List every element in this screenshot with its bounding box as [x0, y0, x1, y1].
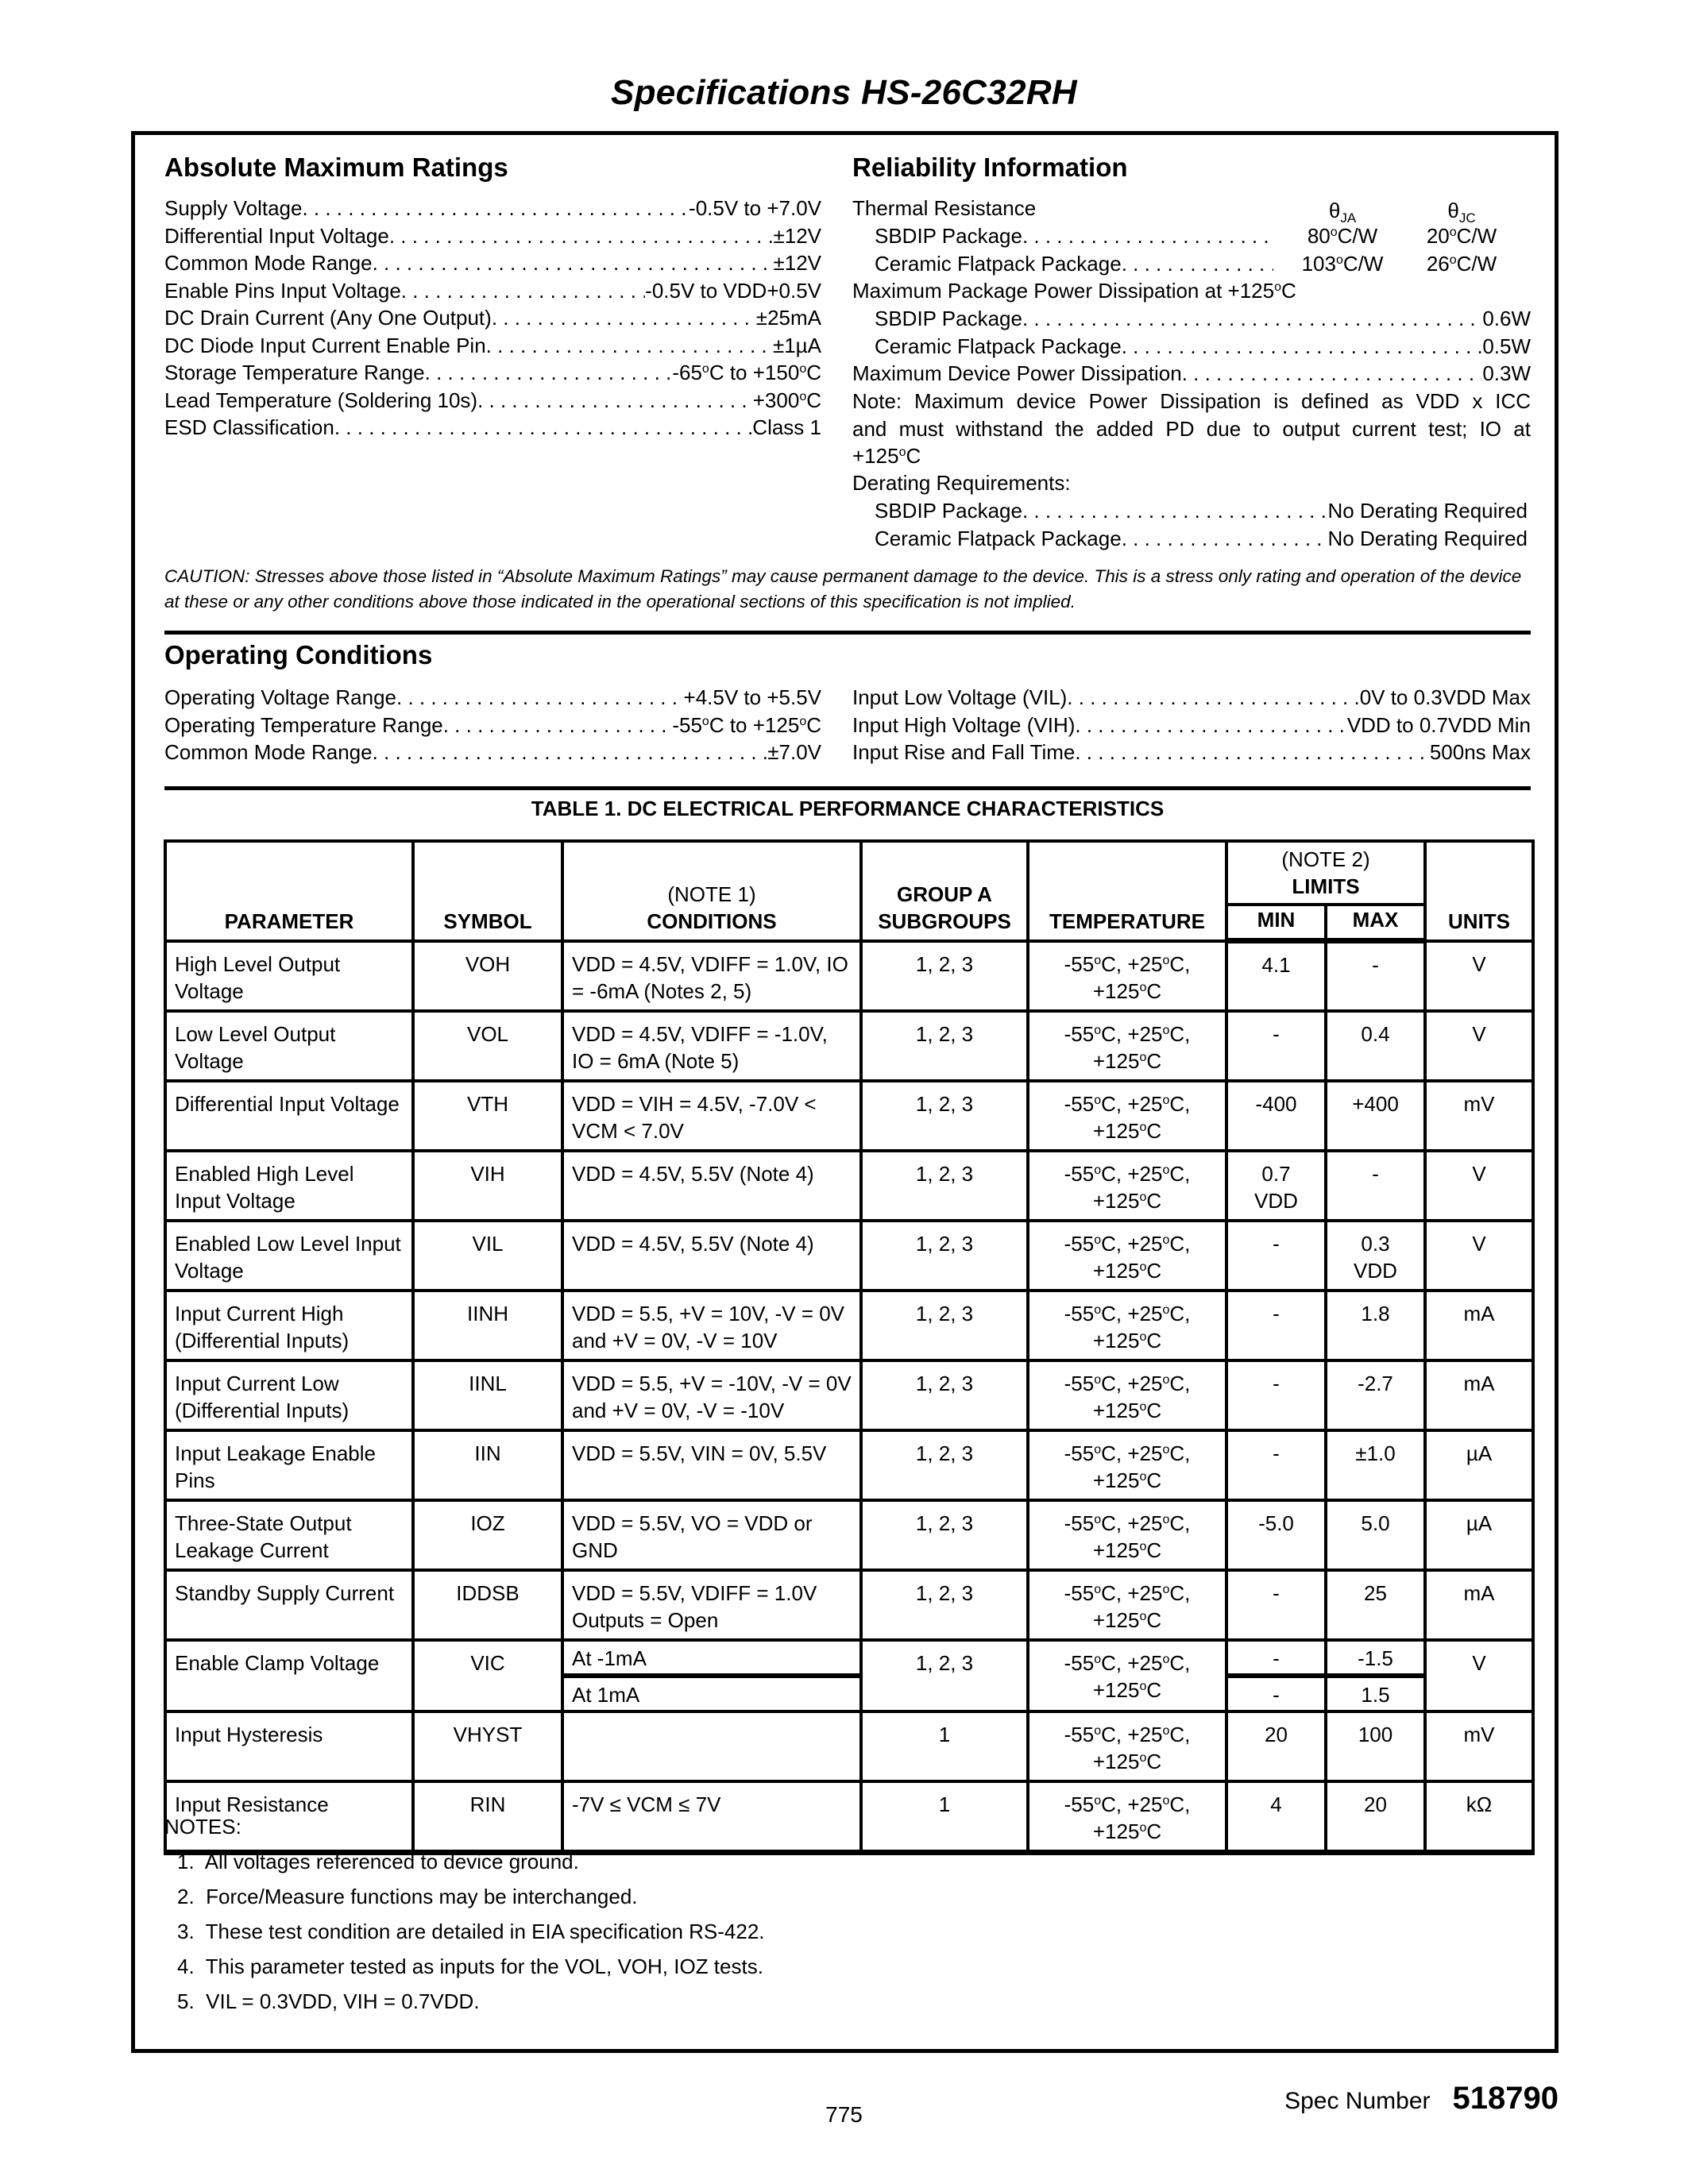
operating-right-item-label: Input Rise and Fall Time	[852, 740, 1076, 764]
abs-max-item-value: -0.5V to VDD+0.5V	[645, 278, 821, 303]
derating-row	[852, 497, 1528, 524]
cell-max: 0.3 VDD	[1326, 1221, 1425, 1291]
abs-max-item	[164, 195, 821, 222]
cell-symbol: IINL	[413, 1360, 562, 1430]
cell-units: V	[1425, 1221, 1533, 1291]
limits-label: LIMITS	[1292, 874, 1360, 898]
power-note-line: $+125^oC$	[852, 444, 921, 468]
dot-leader	[486, 332, 773, 359]
dot-leader	[1122, 333, 1483, 360]
table-row	[165, 1500, 1533, 1570]
table-row	[165, 941, 1533, 1011]
operating-left-item	[164, 684, 821, 711]
page-title: Specifications HS-26C32RH	[610, 73, 1078, 112]
cell-temperature: $-55^oC$, $+25^oC$, $+125^oC$	[1028, 1291, 1226, 1360]
theta-ja-value: 80$^o$C/W	[1307, 224, 1378, 248]
operating-heading: Operating Conditions	[164, 640, 433, 669]
abs-max-item-value: -65$^o$C to $+150^oC$	[672, 361, 821, 384]
operating-right-item-label: Input High Voltage (VIH)	[852, 712, 1076, 737]
cell-symbol: VTH	[413, 1081, 562, 1151]
theta-jc-value: 26$^o$C/W	[1426, 251, 1497, 276]
power-note-line: Note: Maximum device Power Dissipation is defined as VDD x ICC	[852, 389, 1531, 413]
dot-leader	[302, 195, 689, 222]
cell-parameter: High Level Output Voltage	[165, 941, 413, 1011]
table-row	[165, 1291, 1533, 1360]
cell-min: 0.7 VDD	[1226, 1151, 1326, 1221]
dot-leader	[1022, 305, 1482, 332]
derating-row	[852, 525, 1528, 552]
dot-leader	[1067, 684, 1359, 711]
cell-temperature: $-55^oC$, $+25^oC$, $+125^oC$	[1028, 1151, 1226, 1221]
cell-units: V	[1425, 1640, 1533, 1711]
dot-leader	[425, 359, 673, 386]
cell-conditions: VDD = 4.5V, VDIFF = 1.0V, IO = -6mA (Notes 2, 5)	[562, 941, 861, 1011]
abs-max-item-label: DC Diode Input Current Enable Pin	[164, 333, 486, 357]
col-header-subgroups	[861, 841, 1028, 941]
table-row	[165, 1360, 1533, 1430]
max-device-power-row-value: 0.3W	[1482, 361, 1531, 385]
cell-symbol: IDDSB	[413, 1570, 562, 1640]
cell-subgroups: 1, 2, 3	[861, 1360, 1028, 1430]
dot-leader	[373, 249, 774, 276]
abs-max-item	[164, 414, 821, 441]
table-row	[165, 1570, 1533, 1640]
section-divider	[164, 786, 1531, 790]
cell-min: -	[1226, 1221, 1326, 1291]
operating-left-item-label: Common Mode Range	[164, 740, 373, 764]
page-number: 775	[825, 2102, 863, 2127]
abs-max-item-value: ±12V	[773, 251, 821, 275]
cell-parameter: Input Leakage Enable Pins	[165, 1430, 413, 1500]
max-package-power-label: Maximum Package Power Dissipation at $+125^oC$	[852, 279, 1296, 303]
cell-min: -	[1226, 1360, 1326, 1430]
dot-leader	[396, 684, 684, 711]
cell-symbol: IINH	[413, 1291, 562, 1360]
cell-min: 4	[1226, 1781, 1326, 1853]
cell-min: -400	[1226, 1081, 1326, 1151]
cell-symbol: VIH	[413, 1151, 562, 1221]
col-header-limits	[1226, 841, 1425, 905]
cell-temperature: $-55^oC$, $+25^oC$, $+125^oC$	[1028, 1081, 1226, 1151]
cell-symbol: RIN	[413, 1781, 562, 1853]
dot-leader	[1122, 250, 1273, 277]
dot-leader	[1122, 525, 1328, 552]
operating-left-item-value: ±7.0V	[767, 740, 821, 764]
table-row	[165, 1640, 1533, 1676]
cell-subgroups: 1, 2, 3	[861, 1291, 1028, 1360]
cell-min: -	[1226, 1011, 1326, 1081]
derating-row-value: No Derating Required	[1327, 499, 1528, 523]
thermal-row	[852, 222, 1273, 249]
conditions-label: CONDITIONS	[647, 909, 777, 933]
operating-left-item	[164, 712, 821, 739]
abs-max-item-value: Class 1	[752, 415, 821, 439]
cell-max: -	[1326, 1151, 1425, 1221]
operating-right-item	[852, 739, 1531, 766]
cell-temperature: $-55^oC$, $+25^oC$, $+125^oC$	[1028, 1360, 1226, 1430]
operating-right-item-value: 500ns Max	[1429, 740, 1531, 764]
cell-units: mA	[1425, 1360, 1533, 1430]
cell-min: 20	[1226, 1711, 1326, 1781]
cell-parameter: Differential Input Voltage	[165, 1081, 413, 1151]
abs-max-item-label: ESD Classification	[164, 415, 334, 439]
power-note-line: and must withstand the added PD due to output current test; IO at	[852, 416, 1531, 441]
cell-min: 4.1	[1226, 941, 1326, 1011]
cell-min: -	[1226, 1640, 1326, 1676]
cell-units: mA	[1425, 1291, 1533, 1360]
abs-max-item-label: DC Drain Current (Any One Output)	[164, 306, 492, 330]
note-item: 1. All voltages referenced to device ground.	[177, 1850, 579, 1873]
table-row	[165, 1711, 1533, 1781]
col-header-units: UNITS	[1425, 841, 1533, 941]
abs-max-item-value: ±25mA	[755, 306, 821, 330]
cell-conditions: VDD = 4.5V, 5.5V (Note 4)	[562, 1151, 861, 1221]
cell-max: 100	[1326, 1711, 1425, 1781]
cell-units: kΩ	[1425, 1781, 1533, 1853]
max-package-power-row-label: SBDIP Package	[875, 307, 1022, 330]
note-item: 3. These test condition are detailed in EIA specification RS-422.	[177, 1920, 765, 1943]
cell-temperature: $-55^oC$, $+25^oC$, $+125^oC$	[1028, 1221, 1226, 1291]
cell-units: mV	[1425, 1081, 1533, 1151]
cell-units: V	[1425, 941, 1533, 1011]
table-row	[165, 1011, 1533, 1081]
dot-leader	[334, 414, 752, 441]
max-package-power-row	[852, 333, 1531, 360]
derating-row-label: SBDIP Package	[875, 499, 1022, 523]
theta-ja-header: $\theta_{JA}$	[1328, 199, 1357, 226]
cell-units: mV	[1425, 1711, 1533, 1781]
max-device-power-row-label: Maximum Device Power Dissipation	[852, 361, 1182, 385]
cell-symbol: VHYST	[413, 1711, 562, 1781]
thermal-row-label: SBDIP Package	[875, 224, 1022, 248]
cell-units: mA	[1425, 1570, 1533, 1640]
col-header-temperature: TEMPERATURE	[1028, 841, 1226, 941]
dot-leader	[1075, 712, 1346, 739]
cell-max: 20	[1326, 1781, 1425, 1853]
cell-max: -	[1326, 941, 1425, 1011]
cell-symbol: VOL	[413, 1011, 562, 1081]
cell-subgroups: 1, 2, 3	[861, 1081, 1028, 1151]
cell-subgroups: 1, 2, 3	[861, 1221, 1028, 1291]
cell-temperature: $-55^oC$, $+25^oC$, $+125^oC$	[1028, 1500, 1226, 1570]
thermal-row-label: Ceramic Flatpack Package	[875, 251, 1122, 276]
abs-max-item	[164, 387, 821, 414]
cell-conditions: -7V ≤ VCM ≤ 7V	[562, 1781, 861, 1853]
table-row	[165, 1081, 1533, 1151]
operating-left-item-label: Operating Voltage Range	[164, 685, 396, 709]
theta-jc-header: $\theta_{JC}$	[1447, 199, 1476, 226]
dc-characteristics-table	[164, 839, 1535, 1855]
limits-note: (NOTE 2)	[1281, 847, 1370, 871]
abs-max-item-label: Storage Temperature Range	[164, 361, 425, 384]
spec-number-label: Spec Number	[1284, 2088, 1431, 2114]
cell-subgroups: 1, 2, 3	[861, 1151, 1028, 1221]
abs-max-heading: Absolute Maximum Ratings	[164, 152, 508, 182]
conditions-note: (NOTE 1)	[667, 882, 756, 906]
abs-max-item-value: ±1µA	[772, 333, 821, 357]
theta-jc-value: 20$^o$C/W	[1426, 224, 1497, 248]
cell-conditions: VDD = 5.5, +V = 10V, -V = 0V and +V = 0V, -V = 10V	[562, 1291, 861, 1360]
max-package-power-row-label: Ceramic Flatpack Package	[875, 334, 1122, 358]
cell-conditions: At 1mA	[562, 1676, 861, 1711]
dot-leader	[477, 387, 753, 414]
cell-max: 0.4	[1326, 1011, 1425, 1081]
cell-subgroups: 1, 2, 3	[861, 1640, 1028, 1711]
table-row	[165, 1151, 1533, 1221]
abs-max-item	[164, 359, 821, 386]
cell-symbol: VOH	[413, 941, 562, 1011]
abs-max-item-label: Differential Input Voltage	[164, 223, 389, 248]
abs-max-item-label: Common Mode Range	[164, 251, 373, 275]
cell-conditions: VDD = 5.5V, VDIFF = 1.0V Outputs = Open	[562, 1570, 861, 1640]
dot-leader	[1022, 222, 1273, 249]
operating-right-item	[852, 712, 1531, 739]
derating-label: Derating Requirements:	[852, 471, 1071, 495]
cell-symbol: VIC	[413, 1640, 562, 1711]
spec-number-value: 518790	[1452, 2081, 1559, 2116]
cell-min: -	[1226, 1570, 1326, 1640]
cell-temperature: $-55^oC$, $+25^oC$, $+125^oC$	[1028, 1640, 1226, 1711]
cell-conditions: VDD = 5.5V, VO = VDD or GND	[562, 1500, 861, 1570]
operating-left-item-value: +4.5V to +5.5V	[683, 685, 821, 709]
operating-right-item	[852, 684, 1531, 711]
cell-parameter: Standby Supply Current	[165, 1570, 413, 1640]
dot-leader	[492, 304, 756, 331]
cell-subgroups: 1, 2, 3	[861, 1430, 1028, 1500]
dot-leader	[1182, 360, 1483, 387]
thermal-resistance-label: Thermal Resistance	[852, 196, 1037, 220]
cell-units: µA	[1425, 1500, 1533, 1570]
cell-parameter: Enabled High Level Input Voltage	[165, 1151, 413, 1221]
abs-max-item-label: Lead Temperature (Soldering 10s)	[164, 388, 478, 412]
cell-conditions	[562, 1711, 861, 1781]
subgroups-line1: GROUP A	[897, 882, 992, 906]
cell-max: 5.0	[1326, 1500, 1425, 1570]
subgroups-line2: SUBGROUPS	[878, 909, 1011, 933]
cell-conditions: VDD = 4.5V, VDIFF = -1.0V, IO = 6mA (Note 5)	[562, 1011, 861, 1081]
cell-min: -	[1226, 1291, 1326, 1360]
max-package-power-row	[852, 305, 1531, 332]
cell-min: -5.0	[1226, 1500, 1326, 1570]
dot-leader	[389, 222, 774, 249]
cell-symbol: IOZ	[413, 1500, 562, 1570]
note-item: 2. Force/Measure functions may be interchanged.	[177, 1885, 638, 1908]
cell-subgroups: 1, 2, 3	[861, 1500, 1028, 1570]
cell-temperature: $-55^oC$, $+25^oC$, $+125^oC$	[1028, 1781, 1226, 1853]
dot-leader	[401, 277, 645, 304]
table-row	[165, 1781, 1533, 1853]
cell-units: µA	[1425, 1430, 1533, 1500]
abs-max-item-value: -0.5V to +7.0V	[689, 196, 821, 220]
cell-parameter: Enabled Low Level Input Voltage	[165, 1221, 413, 1291]
abs-max-item-label: Supply Voltage	[164, 196, 303, 220]
abs-max-item	[164, 332, 821, 359]
caution-text: CAUTION: Stresses above those listed in “Absolute Maximum Ratings” may cause permanent damage to the device. This is a stress only rating and operation of the device at these or any other conditions above those indicated in the operational sections of this specification is not implied.	[164, 566, 1522, 612]
cell-parameter: Enable Clamp Voltage	[165, 1640, 413, 1711]
abs-max-item	[164, 277, 821, 304]
col-header-parameter: PARAMETER	[165, 841, 413, 941]
derating-row-value: No Derating Required	[1327, 526, 1528, 550]
max-device-power-row	[852, 360, 1531, 387]
cell-subgroups: 1, 2, 3	[861, 941, 1028, 1011]
dot-leader	[1022, 497, 1328, 524]
col-header-symbol: SYMBOL	[413, 841, 562, 941]
cell-conditions: VDD = 5.5, +V = -10V, -V = 0V and +V = 0V, -V = -10V	[562, 1360, 861, 1430]
cell-units: V	[1425, 1151, 1533, 1221]
abs-max-item-value: ±12V	[773, 223, 821, 248]
reliability-heading: Reliability Information	[852, 152, 1128, 182]
max-package-power-row-value: 0.6W	[1482, 307, 1531, 330]
theta-ja-value: 103$^o$C/W	[1301, 251, 1384, 276]
cell-subgroups: 1, 2, 3	[861, 1570, 1028, 1640]
cell-temperature: $-55^oC$, $+25^oC$, $+125^oC$	[1028, 941, 1226, 1011]
dot-leader	[1075, 739, 1429, 766]
cell-parameter: Low Level Output Voltage	[165, 1011, 413, 1081]
abs-max-item-value: $+300^oC$	[752, 388, 821, 412]
cell-conditions: VDD = VIH = 4.5V, -7.0V < VCM < 7.0V	[562, 1081, 861, 1151]
cell-min: -	[1226, 1430, 1326, 1500]
cell-parameter: Input Current Low (Differential Inputs)	[165, 1360, 413, 1430]
section-divider	[164, 631, 1531, 635]
thermal-row	[852, 250, 1273, 277]
operating-left-item-value: -55$^o$C to $+125^oC$	[672, 712, 821, 737]
table-title: TABLE 1. DC ELECTRICAL PERFORMANCE CHARACTERISTICS	[531, 797, 1165, 820]
notes-title: NOTES:	[164, 1815, 241, 1839]
note-item: 4. This parameter tested as inputs for the VOL, VOH, IOZ tests.	[177, 1954, 763, 1978]
derating-row-label: Ceramic Flatpack Package	[875, 526, 1122, 550]
operating-left-item	[164, 739, 821, 766]
dot-leader	[443, 712, 673, 739]
cell-subgroups: 1, 2, 3	[861, 1011, 1028, 1081]
cell-conditions: VDD = 4.5V, 5.5V (Note 4)	[562, 1221, 861, 1291]
note-item: 5. VIL = 0.3VDD, VIH = 0.7VDD.	[177, 1989, 480, 2013]
operating-right-item-label: Input Low Voltage (VIL)	[852, 685, 1068, 709]
cell-max: ±1.0	[1326, 1430, 1425, 1500]
cell-max: 25	[1326, 1570, 1425, 1640]
cell-conditions: At -1mA	[562, 1640, 861, 1676]
dot-leader	[373, 739, 768, 766]
cell-units: V	[1425, 1011, 1533, 1081]
cell-max: 1.5	[1326, 1676, 1425, 1711]
abs-max-item	[164, 222, 821, 249]
max-package-power-row-value: 0.5W	[1482, 334, 1531, 358]
cell-conditions: VDD = 5.5V, VIN = 0V, 5.5V	[562, 1430, 861, 1500]
operating-right-item-value: 0V to 0.3VDD Max	[1359, 685, 1531, 709]
operating-right-item-value: VDD to 0.7VDD Min	[1346, 712, 1531, 737]
cell-max: -1.5	[1326, 1640, 1425, 1676]
cell-temperature: $-55^oC$, $+25^oC$, $+125^oC$	[1028, 1570, 1226, 1640]
cell-parameter: Input Resistance	[165, 1781, 413, 1853]
cell-temperature: $-55^oC$, $+25^oC$, $+125^oC$	[1028, 1711, 1226, 1781]
col-header-min: MIN	[1226, 905, 1326, 941]
cell-parameter: Input Current High (Differential Inputs)	[165, 1291, 413, 1360]
cell-symbol: IIN	[413, 1430, 562, 1500]
col-header-max: MAX	[1326, 905, 1425, 941]
cell-max: +400	[1326, 1081, 1425, 1151]
cell-parameter: Three-State Output Leakage Current	[165, 1500, 413, 1570]
abs-max-item-label: Enable Pins Input Voltage	[164, 278, 401, 303]
table-row	[165, 1221, 1533, 1291]
operating-left-item-label: Operating Temperature Range	[164, 712, 443, 737]
cell-symbol: VIL	[413, 1221, 562, 1291]
cell-min: -	[1226, 1676, 1326, 1711]
cell-subgroups: 1	[861, 1781, 1028, 1853]
cell-parameter: Input Hysteresis	[165, 1711, 413, 1781]
cell-temperature: $-55^oC$, $+25^oC$, $+125^oC$	[1028, 1011, 1226, 1081]
cell-subgroups: 1	[861, 1711, 1028, 1781]
cell-max: -2.7	[1326, 1360, 1425, 1430]
table-row	[165, 1430, 1533, 1500]
abs-max-item	[164, 249, 821, 276]
cell-max: 1.8	[1326, 1291, 1425, 1360]
cell-temperature: $-55^oC$, $+25^oC$, $+125^oC$	[1028, 1430, 1226, 1500]
abs-max-item	[164, 304, 821, 331]
col-header-conditions	[562, 841, 861, 941]
